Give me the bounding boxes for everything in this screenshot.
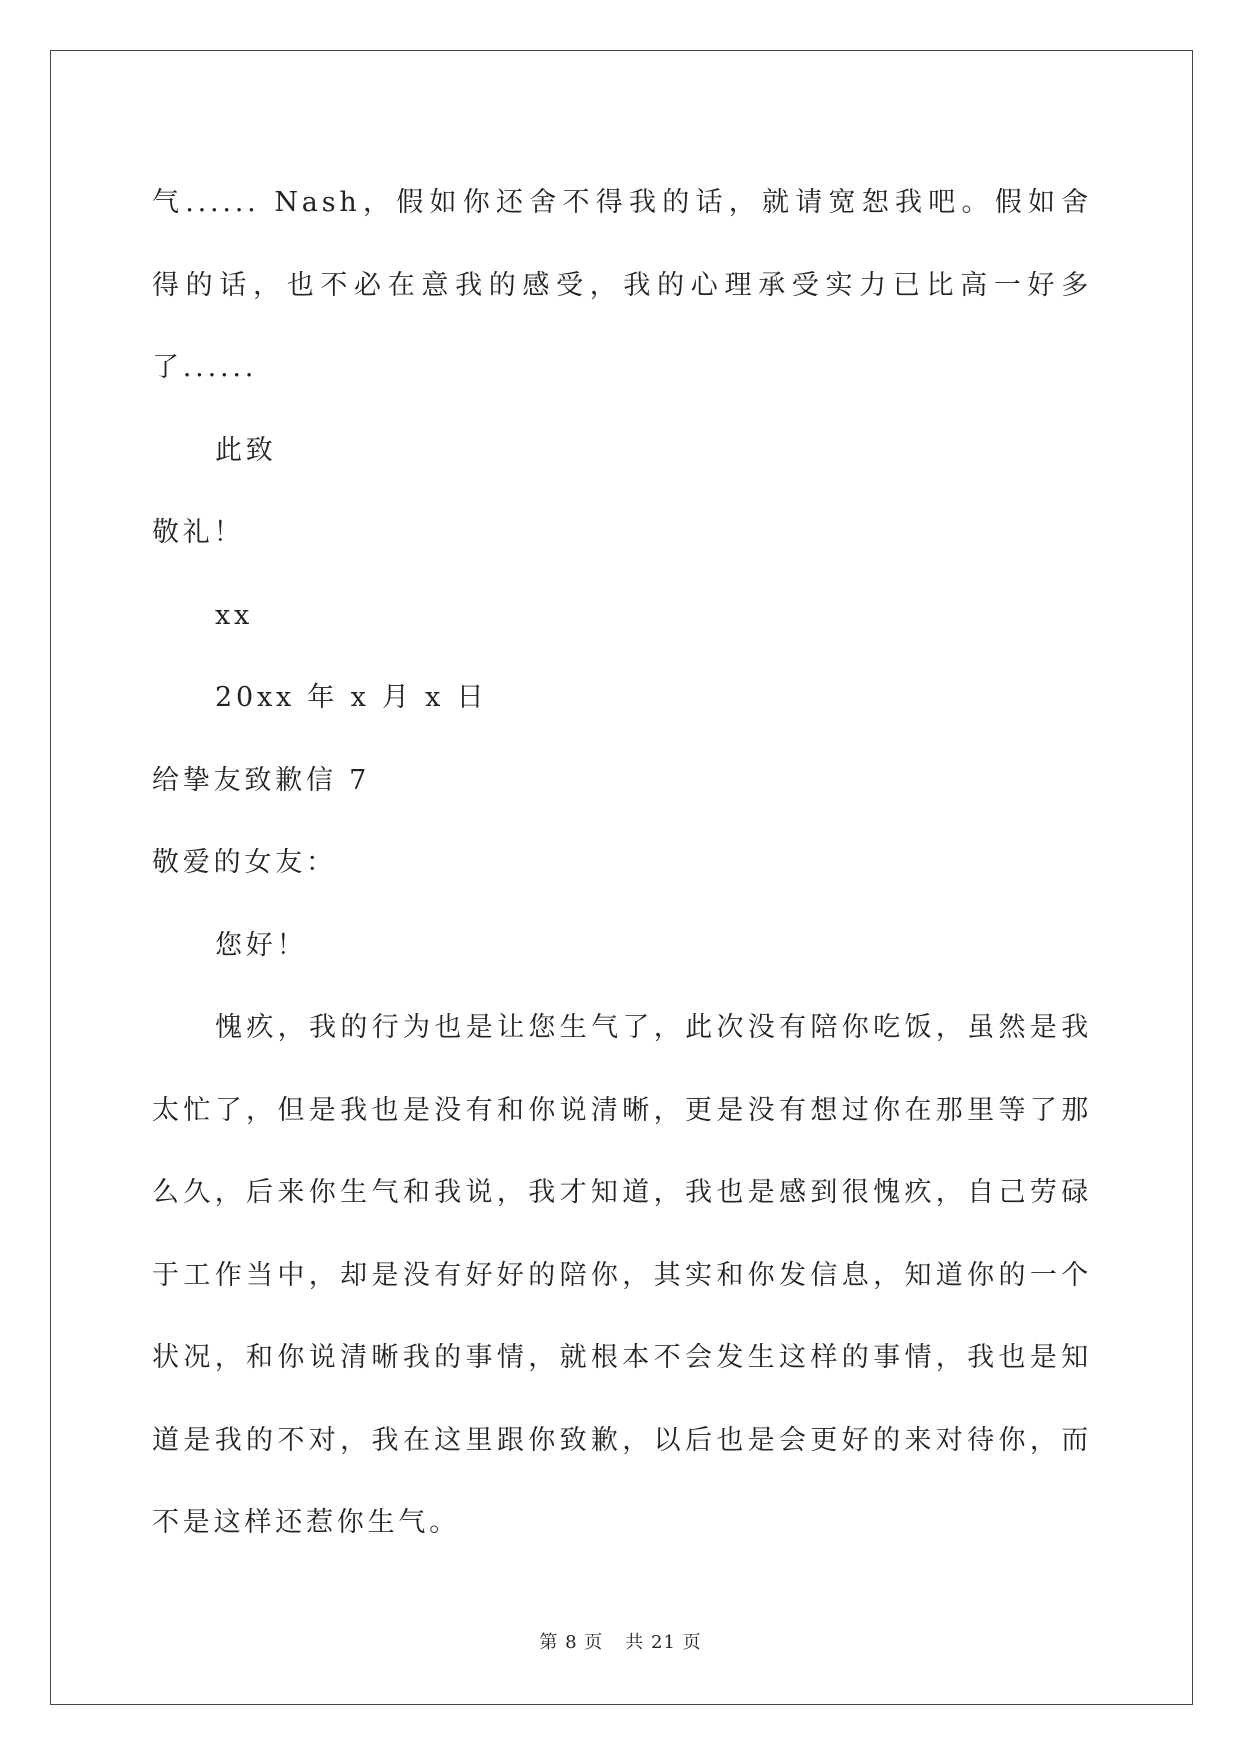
text-line: 么久，后来你生气和我说，我才知道，我也是感到很愧疚，自己劳碌 <box>152 1177 1092 1208</box>
letter-greeting: 敬爱的女友： <box>152 847 337 878</box>
page-number-current: 第 8 页 <box>539 1632 604 1653</box>
page-footer <box>0 1628 1241 1654</box>
page-number-total: 共 21 页 <box>625 1632 702 1653</box>
signature: xx <box>215 599 254 631</box>
text-line: 了...... <box>152 352 258 383</box>
text-line: 不是这样还惹你生气。 <box>152 1507 460 1538</box>
closing-salutation: 此致 <box>215 434 277 466</box>
text-line: 道是我的不对，我在这里跟你致歉，以后也是会更好的来对待你，而 <box>152 1424 1092 1456</box>
text-line: 于工作当中，却是没有好好的陪你，其实和你发信息，知道你的一个 <box>152 1259 1092 1291</box>
text-line: 太忙了，但是我也是没有和你说清晰，更是没有想过你在那里等了那 <box>152 1094 1092 1126</box>
text-line: 气...... Nash，假如你还舍不得我的话，就请宽恕我吧。假如舍 <box>152 187 1092 218</box>
closing-regards: 敬礼！ <box>152 517 245 548</box>
text-line: 状况，和你说清晰我的事情，就根本不会发生这样的事情，我也是知 <box>152 1342 1092 1373</box>
text-line: 愧疚，我的行为也是让您生气了，此次没有陪你吃饭，虽然是我 <box>215 1012 1092 1043</box>
text-line: 得的话，也不必在意我的感受，我的心理承受实力已比高一好多 <box>152 269 1092 301</box>
letter-date: 20xx 年 x 月 x 日 <box>215 682 488 713</box>
section-heading: 给挚友致歉信 7 <box>152 764 371 796</box>
letter-hello: 您好！ <box>215 929 308 961</box>
document-body <box>152 162 1092 1565</box>
